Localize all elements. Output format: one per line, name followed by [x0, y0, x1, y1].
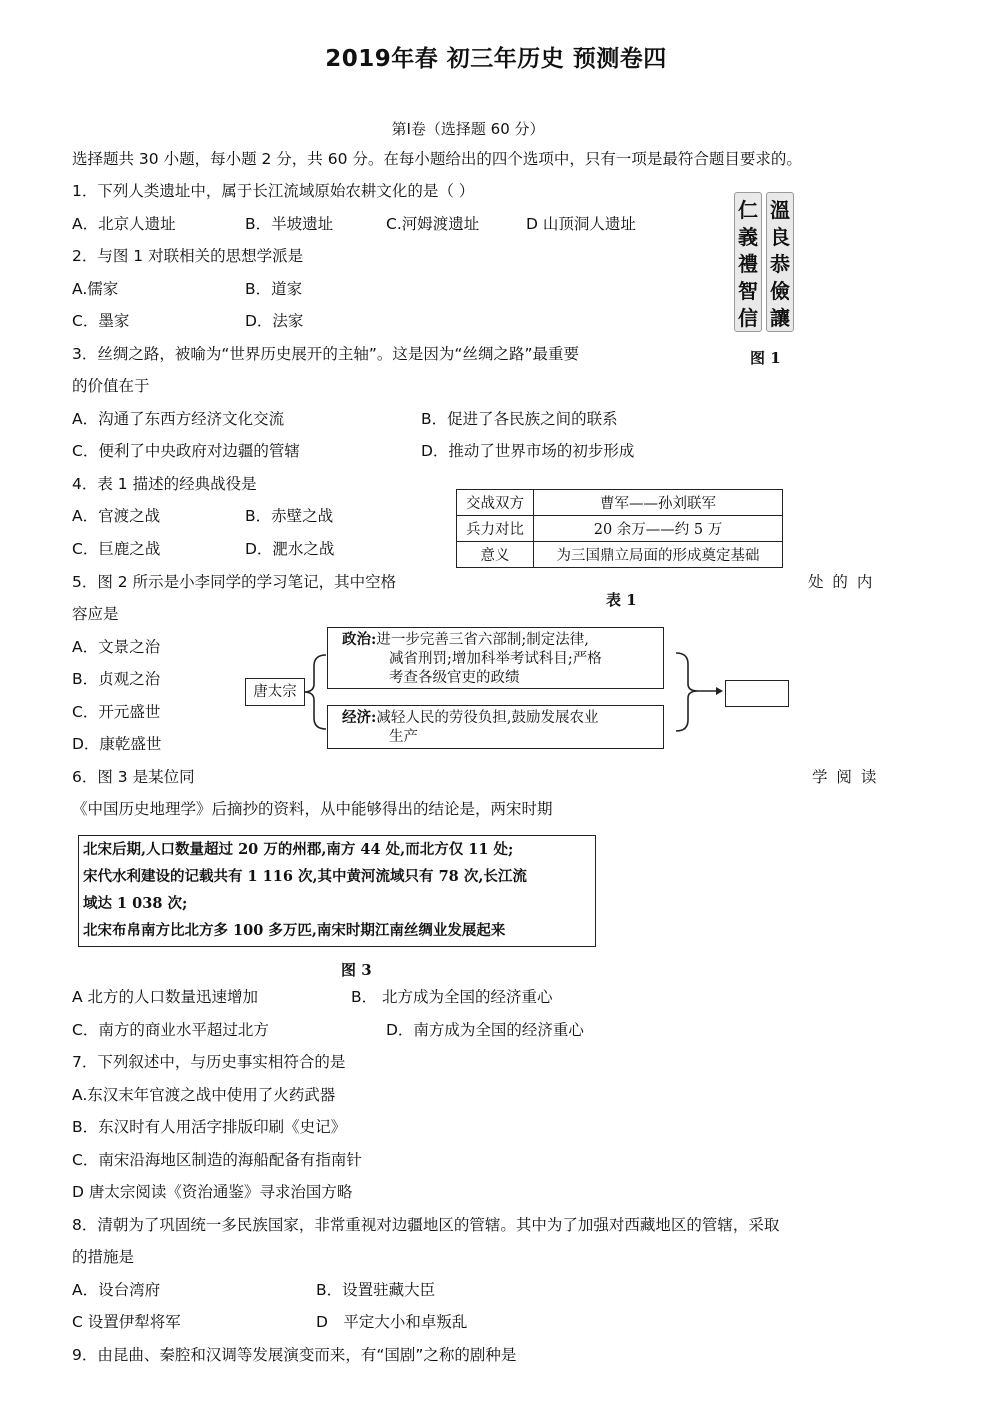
option-c: C．巨鹿之战 [72, 540, 161, 558]
table-1-caption: 表 1 [606, 591, 637, 609]
couplet-right-scroll: 溫 良 恭 儉 讓 [766, 192, 794, 332]
option-c: C．南宋沿海地区制造的海船配备有指南针 [72, 1151, 362, 1169]
option-d: D 平定大小和卓叛乱 [316, 1313, 468, 1331]
question-stem-line-1: 3．丝绸之路，被喻为“世界历史展开的主轴”。这是因为“丝绸之路”最重要 [72, 345, 579, 363]
option-c: C．开元盛世 [72, 703, 161, 721]
table-row [457, 542, 783, 568]
option-d: D 唐太宗阅读《资治通鉴》寻求治国方略 [72, 1183, 353, 1201]
question-stem-line-2: 的价值在于 [72, 377, 150, 395]
option-a: A．官渡之战 [72, 507, 161, 525]
politics-label: 政治: [342, 631, 377, 648]
row-value: 为三国鼎立局面的形成奠定基础 [534, 542, 783, 568]
option-d: D．法家 [245, 312, 304, 330]
question-stem-line-2: 《中国历史地理学》后摘抄的资料，从中能够得出的结论是，两宋时期 [72, 800, 553, 818]
option-a: A 北方的人口数量迅速增加 [72, 988, 259, 1006]
option-c: C．便利了中央政府对边疆的管辖 [72, 442, 300, 460]
option-b: B．道家 [245, 280, 303, 298]
couplet-left-scroll: 仁 義 禮 智 信 [734, 192, 762, 332]
question-stem: 9．由昆曲、秦腔和汉调等发展演变而来，有“国剧”之称的剧种是 [72, 1346, 517, 1364]
table-row [457, 516, 783, 542]
option-c: C.河姆渡遗址 [386, 215, 480, 233]
option-d: D．南方成为全国的经济重心 [386, 1021, 584, 1039]
economy-box [327, 705, 664, 749]
excerpt-line: 北宋后期,人口数量超过 20 万的州郡,南方 44 处,而北方仅 11 处; [83, 841, 514, 858]
economy-label: 经济: [342, 709, 377, 726]
page-title: 2019年春 初三年历史 预测卷四 [325, 46, 667, 72]
option-a: A．文景之治 [72, 638, 161, 656]
option-c: C．南方的商业水平超过北方 [72, 1021, 269, 1039]
option-d: D 山顶洞人遗址 [526, 215, 636, 233]
table-row [457, 490, 783, 516]
excerpt-line: 宋代水利建设的记载共有 1 116 次,其中黄河流域只有 78 次,长江流 [83, 868, 527, 885]
excerpt-line: 域达 1 038 次; [83, 895, 188, 912]
row-header: 交战双方 [457, 490, 534, 516]
option-b: B．东汉时有人用活字排版印刷《史记》 [72, 1118, 347, 1136]
row-value: 20 余万——约 5 万 [534, 516, 783, 542]
question-stem-line-1-end: 处 的 内 [808, 573, 875, 591]
politics-line: 考查各级官吏的政绩 [389, 670, 520, 686]
section-heading: 第Ⅰ卷（选择题 60 分） [391, 120, 545, 138]
option-b: B．赤壁之战 [245, 507, 334, 525]
option-a: A．沟通了东西方经济文化交流 [72, 410, 285, 428]
option-d: D．淝水之战 [245, 540, 335, 558]
question-stem: 1．下列人类遗址中，属于长江流域原始农耕文化的是（ ） [72, 182, 475, 200]
option-a: A．北京人遗址 [72, 215, 176, 233]
question-stem: 7．下列叙述中，与历史事实相符合的是 [72, 1053, 346, 1071]
economy-line: 生产 [389, 729, 418, 745]
option-b: B． 北方成为全国的经济重心 [351, 988, 553, 1006]
option-a: A．设台湾府 [72, 1281, 161, 1299]
option-b: B．贞观之治 [72, 670, 161, 688]
figure-1-caption: 图 1 [750, 349, 781, 367]
option-a: A.东汉末年官渡之战中使用了火药武器 [72, 1086, 336, 1104]
politics-line: 减省刑罚;增加科举考试科目;严格 [389, 651, 602, 667]
instructions: 选择题共 30 小题，每小题 2 分，共 60 分。在每小题给出的四个选项中，只有一项是最符合题目要求的。 [72, 150, 802, 168]
row-header: 意义 [457, 542, 534, 568]
answer-blank-box [725, 680, 789, 707]
question-stem-line-1-end: 学 阅 读 [812, 768, 879, 786]
row-header: 兵力对比 [457, 516, 534, 542]
question-stem-line-1: 8．清朝为了巩固统一多民族国家，非常重视对边疆地区的管辖。其中为了加强对西藏地区的管辖，采取 [72, 1216, 780, 1234]
question-stem-line-2: 的措施是 [72, 1248, 135, 1266]
left-brace [300, 652, 330, 732]
question-stem-line-2: 容应是 [72, 605, 119, 623]
root-node: 唐太宗 [245, 678, 305, 706]
question-stem: 2．与图 1 对联相关的思想学派是 [72, 247, 304, 265]
right-brace-arrow [672, 650, 724, 734]
option-c: C．墨家 [72, 312, 130, 330]
table-1 [456, 489, 783, 568]
figure-3-excerpt [78, 835, 596, 947]
politics-line: 政治:进一步完善三省六部制;制定法律, [342, 631, 589, 648]
row-value: 曹军——孙刘联军 [534, 490, 783, 516]
politics-box [327, 627, 664, 689]
option-c: C 设置伊犁将军 [72, 1313, 181, 1331]
question-stem-line-1: 6．图 3 是某位同 [72, 768, 195, 786]
option-b: B．半坡遗址 [245, 215, 334, 233]
economy-line: 经济:减轻人民的劳役负担,鼓励发展农业 [342, 709, 599, 726]
excerpt-line: 北宋布帛南方比北方多 100 多万匹,南宋时期江南丝绸业发展起来 [83, 922, 506, 939]
question-stem-line-1: 5．图 2 所示是小李同学的学习笔记，其中空格 [72, 573, 397, 591]
option-d: D．康乾盛世 [72, 735, 162, 753]
option-b: B．促进了各民族之间的联系 [421, 410, 618, 428]
option-d: D．推动了世界市场的初步形成 [421, 442, 635, 460]
option-a: A.儒家 [72, 280, 119, 298]
figure-3-caption: 图 3 [341, 961, 372, 979]
option-b: B．设置驻藏大臣 [316, 1281, 436, 1299]
question-stem: 4．表 1 描述的经典战役是 [72, 475, 257, 493]
